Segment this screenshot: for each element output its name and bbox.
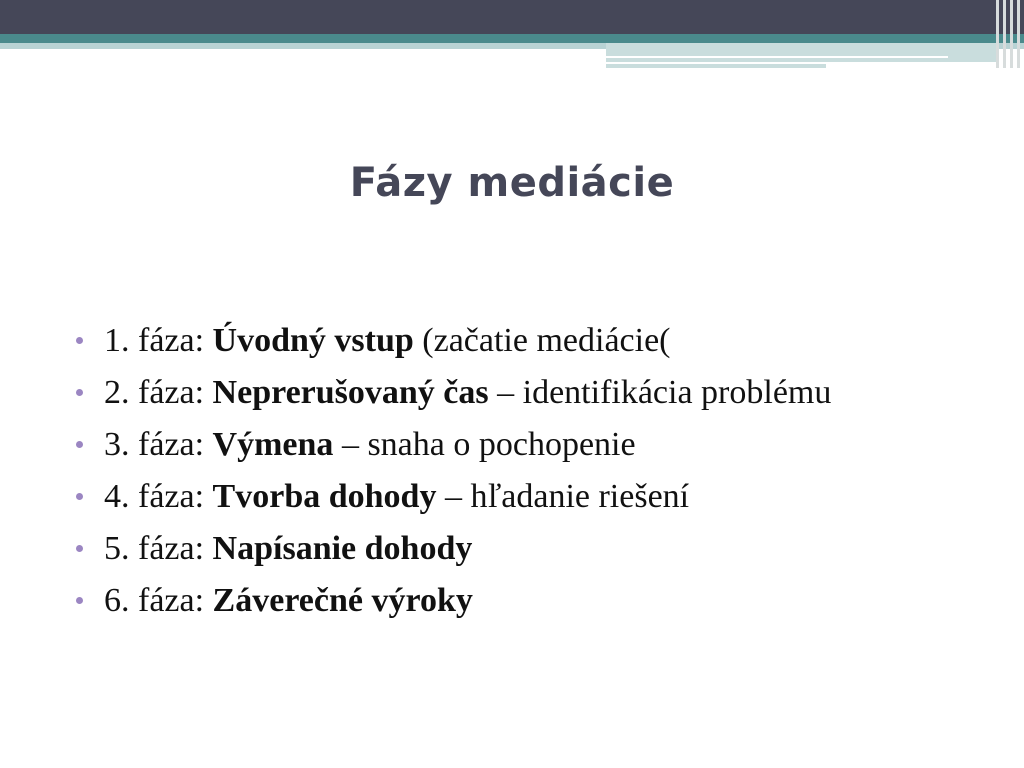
bullet-item [72, 526, 932, 572]
header-accent-line [606, 62, 826, 64]
bullet-bold: Záverečné výroky [212, 582, 473, 619]
header-accent-gap [826, 62, 996, 68]
bullet-bold: Tvorba dohody [212, 478, 437, 515]
bullet-icon [76, 545, 83, 552]
slide-title: Fázy mediácie [349, 160, 675, 206]
bullet-icon [76, 441, 83, 448]
bullet-bold: Výmena [212, 426, 334, 463]
bullet-suffix: (začatie mediácie( [413, 322, 671, 359]
header-band-teal [0, 34, 1024, 43]
bullet-icon [76, 597, 83, 604]
bullet-item [72, 578, 932, 624]
header-accent-line [606, 56, 948, 58]
header-stripes [994, 0, 1024, 68]
bullet-prefix: 2. fáza: [104, 374, 213, 411]
bullet-icon [76, 337, 83, 344]
bullet-icon [76, 493, 83, 500]
bullet-prefix: 3. fáza: [104, 426, 213, 463]
bullet-item [72, 318, 932, 364]
bullet-list [72, 318, 932, 630]
bullet-icon [76, 389, 83, 396]
bullet-item [72, 370, 932, 416]
bullet-prefix: 4. fáza: [104, 478, 213, 515]
bullet-bold: Neprerušovaný čas [212, 374, 489, 411]
bullet-item [72, 474, 932, 520]
bullet-prefix: 5. fáza: [104, 530, 213, 567]
bullet-prefix: 1. fáza: [104, 322, 213, 359]
bullet-bold: Úvodný vstup [212, 322, 414, 359]
bullet-bold: Napísanie dohody [212, 530, 473, 567]
bullet-item [72, 422, 932, 468]
bullet-suffix: – identifikácia problému [488, 374, 832, 411]
header-band-dark [0, 0, 1024, 34]
bullet-suffix: – hľadanie riešení [436, 478, 690, 515]
bullet-prefix: 6. fáza: [104, 582, 213, 619]
bullet-suffix: – snaha o pochopenie [333, 426, 636, 463]
